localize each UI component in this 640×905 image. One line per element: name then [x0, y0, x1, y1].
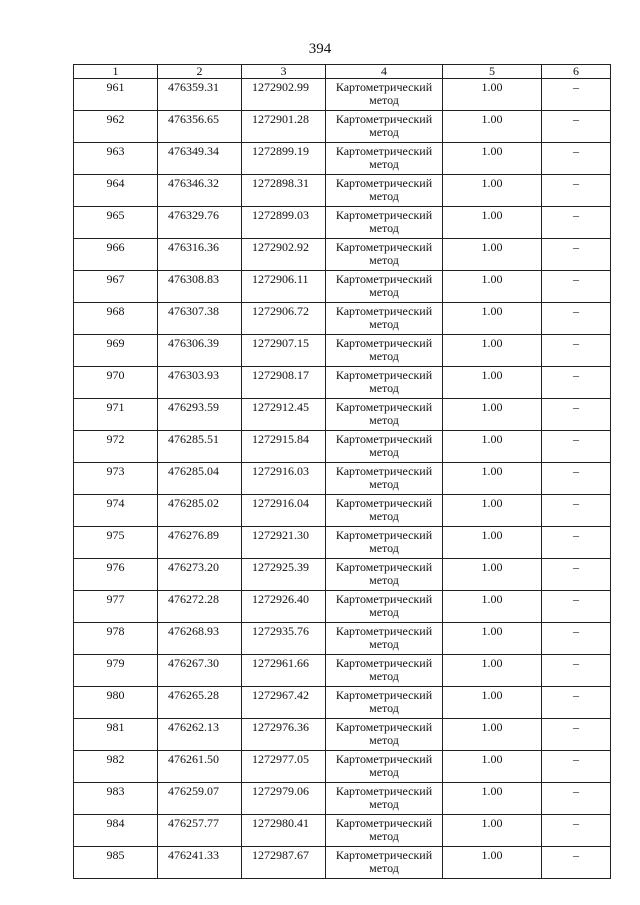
method-cell: Картометрический метод — [326, 79, 443, 111]
table-row — [74, 495, 611, 527]
point-number-cell: 980 — [74, 687, 158, 719]
table-row — [74, 751, 611, 783]
accuracy-cell: 1.00 — [443, 175, 542, 207]
x-coordinate-cell: 476265.28 — [158, 687, 242, 719]
y-coordinate-cell: 1272908.17 — [242, 367, 326, 399]
accuracy-cell: 1.00 — [443, 527, 542, 559]
accuracy-cell: 1.00 — [443, 271, 542, 303]
x-coordinate-cell: 476308.83 — [158, 271, 242, 303]
method-cell: Картометрический метод — [326, 623, 443, 655]
table-row — [74, 623, 611, 655]
method-cell: Картометрический метод — [326, 719, 443, 751]
x-coordinate-cell: 476272.28 — [158, 591, 242, 623]
method-cell: Картометрический метод — [326, 175, 443, 207]
coordinates-table — [73, 64, 611, 879]
table-row — [74, 79, 611, 111]
note-cell: – — [542, 303, 611, 335]
method-cell: Картометрический метод — [326, 655, 443, 687]
point-number-cell: 962 — [74, 111, 158, 143]
method-cell: Картометрический метод — [326, 143, 443, 175]
x-coordinate-cell: 476306.39 — [158, 335, 242, 367]
note-cell: – — [542, 367, 611, 399]
accuracy-cell: 1.00 — [443, 687, 542, 719]
method-cell: Картометрический метод — [326, 591, 443, 623]
y-coordinate-cell: 1272979.06 — [242, 783, 326, 815]
y-coordinate-cell: 1272901.28 — [242, 111, 326, 143]
accuracy-cell: 1.00 — [443, 207, 542, 239]
x-coordinate-cell: 476261.50 — [158, 751, 242, 783]
x-coordinate-cell: 476285.02 — [158, 495, 242, 527]
method-cell: Картометрический метод — [326, 751, 443, 783]
note-cell: – — [542, 175, 611, 207]
y-coordinate-cell: 1272906.72 — [242, 303, 326, 335]
accuracy-cell: 1.00 — [443, 143, 542, 175]
table-row — [74, 271, 611, 303]
y-coordinate-cell: 1272916.03 — [242, 463, 326, 495]
accuracy-cell: 1.00 — [443, 719, 542, 751]
accuracy-cell: 1.00 — [443, 303, 542, 335]
method-cell: Картометрический метод — [326, 399, 443, 431]
y-coordinate-cell: 1272899.19 — [242, 143, 326, 175]
method-cell: Картометрический метод — [326, 239, 443, 271]
y-coordinate-cell: 1272912.45 — [242, 399, 326, 431]
point-number-cell: 969 — [74, 335, 158, 367]
note-cell: – — [542, 431, 611, 463]
note-cell: – — [542, 143, 611, 175]
note-cell: – — [542, 239, 611, 271]
accuracy-cell: 1.00 — [443, 431, 542, 463]
x-coordinate-cell: 476257.77 — [158, 815, 242, 847]
note-cell: – — [542, 623, 611, 655]
column-header: 5 — [443, 65, 542, 79]
accuracy-cell: 1.00 — [443, 79, 542, 111]
accuracy-cell: 1.00 — [443, 623, 542, 655]
point-number-cell: 982 — [74, 751, 158, 783]
y-coordinate-cell: 1272898.31 — [242, 175, 326, 207]
x-coordinate-cell: 476293.59 — [158, 399, 242, 431]
x-coordinate-cell: 476303.93 — [158, 367, 242, 399]
y-coordinate-cell: 1272926.40 — [242, 591, 326, 623]
x-coordinate-cell: 476241.33 — [158, 847, 242, 879]
x-coordinate-cell: 476316.36 — [158, 239, 242, 271]
table-row — [74, 719, 611, 751]
accuracy-cell: 1.00 — [443, 399, 542, 431]
method-cell: Картометрический метод — [326, 271, 443, 303]
note-cell: – — [542, 719, 611, 751]
note-cell: – — [542, 335, 611, 367]
column-header: 2 — [158, 65, 242, 79]
accuracy-cell: 1.00 — [443, 815, 542, 847]
accuracy-cell: 1.00 — [443, 463, 542, 495]
y-coordinate-cell: 1272906.11 — [242, 271, 326, 303]
method-cell: Картометрический метод — [326, 495, 443, 527]
x-coordinate-cell: 476276.89 — [158, 527, 242, 559]
point-number-cell: 979 — [74, 655, 158, 687]
note-cell: – — [542, 783, 611, 815]
y-coordinate-cell: 1272902.99 — [242, 79, 326, 111]
note-cell: – — [542, 687, 611, 719]
table-row — [74, 527, 611, 559]
y-coordinate-cell: 1272916.04 — [242, 495, 326, 527]
method-cell: Картометрический метод — [326, 847, 443, 879]
x-coordinate-cell: 476267.30 — [158, 655, 242, 687]
y-coordinate-cell: 1272935.76 — [242, 623, 326, 655]
note-cell: – — [542, 111, 611, 143]
y-coordinate-cell: 1272976.36 — [242, 719, 326, 751]
note-cell: – — [542, 591, 611, 623]
y-coordinate-cell: 1272915.84 — [242, 431, 326, 463]
method-cell: Картометрический метод — [326, 559, 443, 591]
x-coordinate-cell: 476259.07 — [158, 783, 242, 815]
point-number-cell: 963 — [74, 143, 158, 175]
point-number-cell: 975 — [74, 527, 158, 559]
point-number-cell: 974 — [74, 495, 158, 527]
point-number-cell: 984 — [74, 815, 158, 847]
point-number-cell: 968 — [74, 303, 158, 335]
method-cell: Картометрический метод — [326, 783, 443, 815]
method-cell: Картометрический метод — [326, 335, 443, 367]
table-header-row — [74, 65, 611, 79]
note-cell: – — [542, 463, 611, 495]
note-cell: – — [542, 847, 611, 879]
accuracy-cell: 1.00 — [443, 591, 542, 623]
point-number-cell: 983 — [74, 783, 158, 815]
table-row — [74, 111, 611, 143]
y-coordinate-cell: 1272902.92 — [242, 239, 326, 271]
x-coordinate-cell: 476349.34 — [158, 143, 242, 175]
accuracy-cell: 1.00 — [443, 655, 542, 687]
table-row — [74, 143, 611, 175]
point-number-cell: 971 — [74, 399, 158, 431]
table-row — [74, 687, 611, 719]
table-row — [74, 367, 611, 399]
y-coordinate-cell: 1272977.05 — [242, 751, 326, 783]
x-coordinate-cell: 476285.51 — [158, 431, 242, 463]
table-row — [74, 847, 611, 879]
table-row — [74, 431, 611, 463]
accuracy-cell: 1.00 — [443, 495, 542, 527]
column-header: 6 — [542, 65, 611, 79]
table-row — [74, 591, 611, 623]
table-row — [74, 399, 611, 431]
x-coordinate-cell: 476273.20 — [158, 559, 242, 591]
table-row — [74, 207, 611, 239]
table-row — [74, 175, 611, 207]
note-cell: – — [542, 527, 611, 559]
y-coordinate-cell: 1272967.42 — [242, 687, 326, 719]
method-cell: Картометрический метод — [326, 431, 443, 463]
y-coordinate-cell: 1272925.39 — [242, 559, 326, 591]
x-coordinate-cell: 476268.93 — [158, 623, 242, 655]
accuracy-cell: 1.00 — [443, 783, 542, 815]
method-cell: Картометрический метод — [326, 527, 443, 559]
x-coordinate-cell: 476356.65 — [158, 111, 242, 143]
method-cell: Картометрический метод — [326, 463, 443, 495]
point-number-cell: 965 — [74, 207, 158, 239]
method-cell: Картометрический метод — [326, 303, 443, 335]
point-number-cell: 976 — [74, 559, 158, 591]
column-header: 1 — [74, 65, 158, 79]
method-cell: Картометрический метод — [326, 111, 443, 143]
point-number-cell: 961 — [74, 79, 158, 111]
note-cell: – — [542, 207, 611, 239]
y-coordinate-cell: 1272899.03 — [242, 207, 326, 239]
accuracy-cell: 1.00 — [443, 335, 542, 367]
x-coordinate-cell: 476285.04 — [158, 463, 242, 495]
note-cell: – — [542, 271, 611, 303]
note-cell: – — [542, 751, 611, 783]
y-coordinate-cell: 1272921.30 — [242, 527, 326, 559]
page-number: 394 — [308, 41, 332, 57]
table-row — [74, 559, 611, 591]
accuracy-cell: 1.00 — [443, 847, 542, 879]
accuracy-cell: 1.00 — [443, 367, 542, 399]
table-row — [74, 463, 611, 495]
point-number-cell: 967 — [74, 271, 158, 303]
y-coordinate-cell: 1272961.66 — [242, 655, 326, 687]
table-row — [74, 815, 611, 847]
point-number-cell: 981 — [74, 719, 158, 751]
table-row — [74, 239, 611, 271]
table-row — [74, 303, 611, 335]
point-number-cell: 977 — [74, 591, 158, 623]
x-coordinate-cell: 476329.76 — [158, 207, 242, 239]
table-body — [74, 79, 611, 879]
method-cell: Картометрический метод — [326, 367, 443, 399]
table-row — [74, 783, 611, 815]
x-coordinate-cell: 476346.32 — [158, 175, 242, 207]
x-coordinate-cell: 476359.31 — [158, 79, 242, 111]
note-cell: – — [542, 655, 611, 687]
method-cell: Картометрический метод — [326, 815, 443, 847]
point-number-cell: 973 — [74, 463, 158, 495]
point-number-cell: 966 — [74, 239, 158, 271]
point-number-cell: 964 — [74, 175, 158, 207]
y-coordinate-cell: 1272907.15 — [242, 335, 326, 367]
point-number-cell: 970 — [74, 367, 158, 399]
method-cell: Картометрический метод — [326, 207, 443, 239]
column-header: 4 — [326, 65, 443, 79]
table-row — [74, 655, 611, 687]
note-cell: – — [542, 815, 611, 847]
accuracy-cell: 1.00 — [443, 239, 542, 271]
table-row — [74, 335, 611, 367]
method-cell: Картометрический метод — [326, 687, 443, 719]
note-cell: – — [542, 559, 611, 591]
point-number-cell: 985 — [74, 847, 158, 879]
column-header: 3 — [242, 65, 326, 79]
note-cell: – — [542, 79, 611, 111]
point-number-cell: 972 — [74, 431, 158, 463]
x-coordinate-cell: 476262.13 — [158, 719, 242, 751]
point-number-cell: 978 — [74, 623, 158, 655]
note-cell: – — [542, 495, 611, 527]
accuracy-cell: 1.00 — [443, 559, 542, 591]
x-coordinate-cell: 476307.38 — [158, 303, 242, 335]
note-cell: – — [542, 399, 611, 431]
y-coordinate-cell: 1272987.67 — [242, 847, 326, 879]
accuracy-cell: 1.00 — [443, 111, 542, 143]
accuracy-cell: 1.00 — [443, 751, 542, 783]
y-coordinate-cell: 1272980.41 — [242, 815, 326, 847]
